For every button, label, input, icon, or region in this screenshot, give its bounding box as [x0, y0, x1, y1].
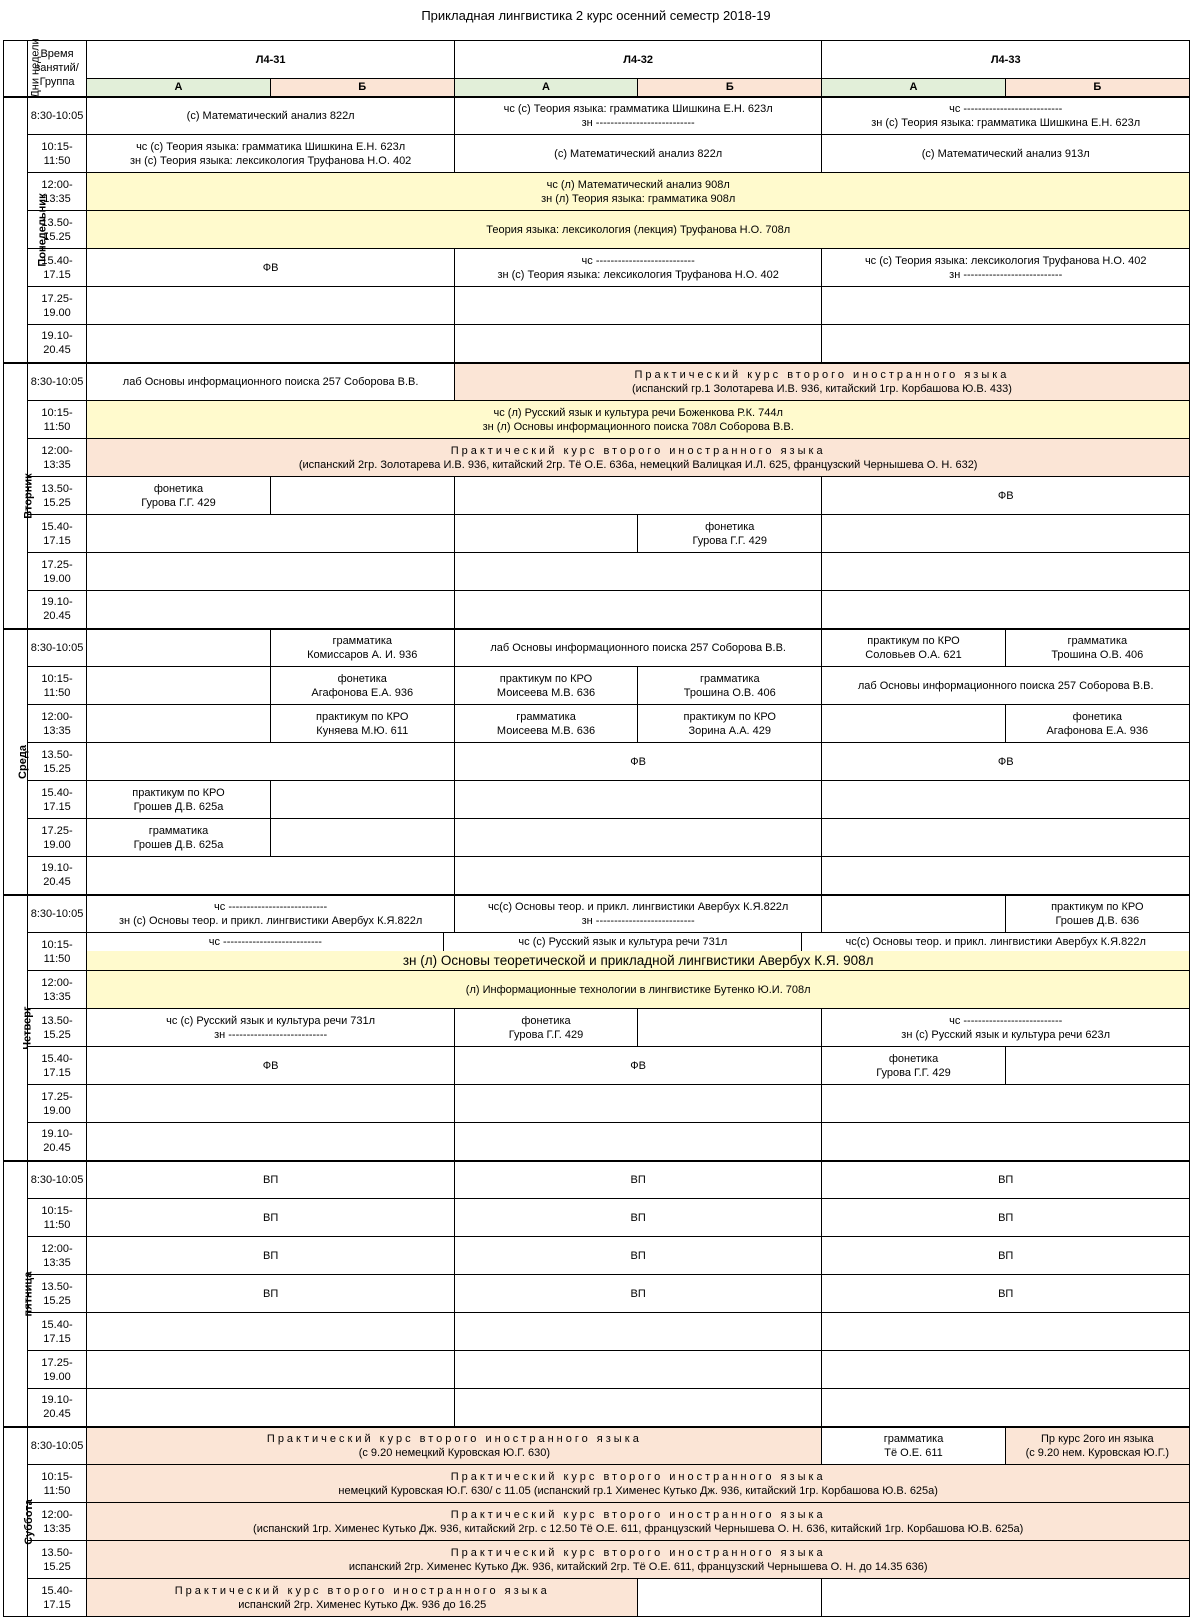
class-cell: ВП — [87, 1199, 455, 1237]
day-label-saturday: Суббота — [4, 1427, 28, 1617]
language-course-cell: Практический курс второго иностранного языка немецкий Куровская Ю.Г. 630/ с 11.05 (испанский гр.1 Хименес Кутько Дж. 936, китайский 1гр. Корбашова Ю.В. 625а) — [87, 1465, 1190, 1503]
class-cell: фонетика Гурова Г.Г. 429 — [822, 1047, 1005, 1085]
schedule-row — [4, 1351, 1190, 1389]
schedule-row — [4, 97, 1190, 135]
schedule-row — [4, 819, 1190, 857]
empty-cell — [87, 515, 455, 553]
empty-cell — [638, 1579, 822, 1617]
schedule-row — [4, 1009, 1190, 1047]
schedule-row — [4, 1161, 1190, 1199]
time-slot: 13.50-15.25 — [27, 211, 87, 249]
time-slot: 8:30-10:05 — [27, 629, 87, 667]
subgroup-row — [4, 79, 1190, 97]
time-slot: 13.50-15.25 — [27, 1541, 87, 1579]
group-header-l4-31: Л4-31 — [87, 41, 455, 79]
class-cell: практикум по КРО Зорина А.А. 429 — [638, 705, 822, 743]
time-slot: 15.40-17.15 — [27, 1579, 87, 1617]
schedule-row — [4, 971, 1190, 1009]
time-slot: 8:30-10:05 — [27, 363, 87, 401]
class-cell: ФВ — [454, 743, 822, 781]
class-cell: ВП — [822, 1275, 1190, 1313]
class-cell: практикум по КРО Соловьев О.А. 621 — [822, 629, 1005, 667]
class-cell: ВП — [822, 1237, 1190, 1275]
schedule-row — [4, 173, 1190, 211]
time-slot: 10:15-11:50 — [27, 401, 87, 439]
lecture-cell: Теория языка: лексикология (лекция) Труфанова Н.О. 708л — [87, 211, 1190, 249]
day-label-thursday: Четверг — [4, 895, 28, 1161]
schedule-row — [4, 1465, 1190, 1503]
schedule-row — [4, 1275, 1190, 1313]
time-slot: 12:00-13:35 — [27, 173, 87, 211]
schedule-row — [4, 1389, 1190, 1427]
language-course-cell: Практический курс второго иностранного языка (испанский гр.1 Золотарева И.В. 936, китайский 1гр. Корбашова Ю.В. 433) — [454, 363, 1189, 401]
class-cell: грамматика Грошев Д.В. 625а — [87, 819, 270, 857]
empty-cell — [822, 781, 1190, 819]
schedule-row — [4, 1199, 1190, 1237]
empty-cell — [822, 553, 1190, 591]
schedule-row — [4, 743, 1190, 781]
schedule-row — [4, 705, 1190, 743]
schedule-row — [4, 857, 1190, 895]
schedule-row — [4, 591, 1190, 629]
class-cell: лаб Основы информационного поиска 257 Соборова В.В. — [454, 629, 822, 667]
empty-cell — [454, 857, 822, 895]
language-course-cell: Практический курс второго иностранного языка (с 9.20 немецкий Куровская Ю.Г. 630) — [87, 1427, 822, 1465]
schedule-row — [4, 629, 1190, 667]
time-slot: 12:00-13:35 — [27, 1503, 87, 1541]
schedule-row — [4, 1085, 1190, 1123]
empty-cell — [270, 819, 454, 857]
schedule-row — [4, 1047, 1190, 1085]
empty-cell — [87, 1313, 455, 1351]
class-cell: ВП — [454, 1199, 822, 1237]
subgroup-a: А — [454, 79, 637, 97]
empty-cell — [454, 325, 822, 363]
schedule-row — [4, 1427, 1190, 1465]
empty-cell — [822, 1389, 1190, 1427]
schedule-row — [4, 401, 1190, 439]
empty-cell — [1005, 1047, 1189, 1085]
group-header-l4-32: Л4-32 — [454, 41, 822, 79]
empty-cell — [87, 629, 270, 667]
empty-cell — [822, 591, 1190, 629]
empty-cell — [822, 1123, 1190, 1161]
class-cell: грамматика Комиссаров А. И. 936 — [270, 629, 454, 667]
class-cell: (с) Математический анализ 822л — [454, 135, 822, 173]
subgroup-a: А — [87, 79, 270, 97]
empty-cell — [822, 1313, 1190, 1351]
empty-cell — [454, 553, 822, 591]
class-cell: ВП — [87, 1161, 455, 1199]
time-slot: 15.40-17.15 — [27, 515, 87, 553]
time-slot: 10:15-11:50 — [27, 933, 87, 971]
empty-cell — [822, 287, 1190, 325]
class-cell: ВП — [822, 1199, 1190, 1237]
class-cell: (с) Математический анализ 822л — [87, 97, 455, 135]
schedule-row — [4, 439, 1190, 477]
class-cell: практикум по КРО Куняева М.Ю. 611 — [270, 705, 454, 743]
empty-cell — [454, 591, 822, 629]
class-cell: чс (с) Русский язык и культура речи 731л — [444, 933, 802, 951]
class-cell: чс (с) Теория языка: грамматика Шишкина Е.Н. 623л зн --------------------------- — [454, 97, 822, 135]
lecture-cell: чс (л) Русский язык и культура речи Боженкова Р.К. 744л зн (л) Основы информационного поиска 708л Соборова В.В. — [87, 401, 1190, 439]
time-slot: 10:15-11:50 — [27, 667, 87, 705]
page-title: Прикладная лингвистика 2 курс осенний семестр 2018-19 — [421, 8, 771, 23]
schedule-row — [4, 1123, 1190, 1161]
empty-cell — [270, 781, 454, 819]
schedule-row — [4, 325, 1190, 363]
class-cell: ФВ — [87, 1047, 455, 1085]
class-cell: практикум по КРО Грошев Д.В. 636 — [1005, 895, 1189, 933]
class-cell: ВП — [454, 1237, 822, 1275]
empty-cell — [822, 705, 1005, 743]
time-slot: 12:00-13:35 — [27, 971, 87, 1009]
empty-cell — [454, 1085, 822, 1123]
class-cell: чс --------------------------- зн (с) Теория языка: лексикология Труфанова Н.О. 402 — [454, 249, 822, 287]
time-slot: 19.10-20.45 — [27, 1389, 87, 1427]
class-cell: ВП — [822, 1161, 1190, 1199]
time-slot: 10:15-11:50 — [27, 1199, 87, 1237]
time-slot: 12:00-13:35 — [27, 705, 87, 743]
time-slot: 8:30-10:05 — [27, 97, 87, 135]
header-row — [4, 41, 1190, 79]
empty-cell — [270, 477, 454, 515]
class-cell: грамматика Тё О.Е. 611 — [822, 1427, 1005, 1465]
time-header: Время занятий/ Группа — [27, 41, 87, 97]
empty-cell — [822, 1085, 1190, 1123]
empty-cell — [822, 325, 1190, 363]
language-course-cell: Практический курс второго иностранного языка (испанский 2гр. Золотарева И.В. 936, китайский 2гр. Тё О.Е. 636а, немецкий Валицкая И.Л. 625, французский Чернышева О. Н. 632) — [87, 439, 1190, 477]
class-cell: фонетика Агафонова Е.А. 936 — [270, 667, 454, 705]
schedule-row — [4, 1313, 1190, 1351]
empty-cell — [87, 553, 455, 591]
time-slot: 12:00-13:35 — [27, 1237, 87, 1275]
split-cell — [87, 933, 1190, 971]
class-cell: ВП — [87, 1237, 455, 1275]
class-cell: фонетика Гурова Г.Г. 429 — [87, 477, 270, 515]
schedule-row — [4, 667, 1190, 705]
class-cell: чс --------------------------- зн (с) Основы теор. и прикл. лингвистики Авербух К.Я.822л — [87, 895, 455, 933]
time-slot: 19.10-20.45 — [27, 857, 87, 895]
day-label-monday: Понедельник — [4, 97, 28, 363]
empty-cell — [87, 857, 455, 895]
class-cell: грамматика Трошина О.В. 406 — [638, 667, 822, 705]
time-slot: 17.25-19.00 — [27, 819, 87, 857]
empty-cell — [822, 895, 1005, 933]
time-slot: 19.10-20.45 — [27, 591, 87, 629]
time-slot: 17.25-19.00 — [27, 553, 87, 591]
subgroup-a: А — [822, 79, 1005, 97]
empty-cell — [87, 1389, 455, 1427]
empty-cell — [454, 1351, 822, 1389]
class-cell: чс(с) Основы теор. и прикл. лингвистики Авербух К.Я.822л зн --------------------------- — [454, 895, 822, 933]
empty-cell — [822, 819, 1190, 857]
time-slot: 17.25-19.00 — [27, 1351, 87, 1389]
empty-cell — [822, 1579, 1190, 1617]
empty-cell — [822, 515, 1190, 553]
schedule-row — [4, 895, 1190, 933]
lecture-cell: чс (л) Математический анализ 908л зн (л) Теория языка: грамматика 908л — [87, 173, 1190, 211]
class-cell: (с) Математический анализ 913л — [822, 135, 1190, 173]
lecture-cell: зн (л) Основы теоретической и прикладной лингвистики Авербух К.Я. 908л — [87, 951, 1189, 970]
schedule-row — [4, 1541, 1190, 1579]
time-slot: 8:30-10:05 — [27, 1427, 87, 1465]
class-cell: ВП — [454, 1275, 822, 1313]
subgroup-b: Б — [638, 79, 822, 97]
empty-cell — [87, 1085, 455, 1123]
schedule-row — [4, 553, 1190, 591]
class-cell: чс (с) Теория языка: лексикология Труфанова Н.О. 402 зн --------------------------- — [822, 249, 1190, 287]
schedule-row — [4, 135, 1190, 173]
class-cell: фонетика Гурова Г.Г. 429 — [638, 515, 822, 553]
class-cell: чс (с) Русский язык и культура речи 731л зн --------------------------- — [87, 1009, 455, 1047]
schedule-row — [4, 781, 1190, 819]
class-cell: чс --------------------------- — [87, 933, 444, 951]
empty-cell — [87, 667, 270, 705]
day-label-tuesday: Вторник — [4, 363, 28, 629]
empty-cell — [87, 705, 270, 743]
time-slot: 13.50-15.25 — [27, 1275, 87, 1313]
time-slot: 12:00-13:35 — [27, 439, 87, 477]
language-course-cell: Практический курс второго иностранного языка испанский 2гр. Хименес Кутько Дж. 936, китайский 2гр. Тё О.Е. 611, французский Чернышева О. Н. до 14.35 636) — [87, 1541, 1190, 1579]
class-cell: практикум по КРО Грошев Д.В. 625а — [87, 781, 270, 819]
time-slot: 15.40-17.15 — [27, 1313, 87, 1351]
empty-cell — [454, 781, 822, 819]
empty-cell — [87, 591, 455, 629]
empty-cell — [454, 1389, 822, 1427]
schedule-row — [4, 933, 1190, 971]
empty-cell — [87, 1123, 455, 1161]
schedule-table — [3, 40, 1190, 1617]
language-course-cell: Пр курс 2ого ин языка (с 9.20 нем. Куровская Ю.Г.) — [1005, 1427, 1189, 1465]
time-slot: 13.50-15.25 — [27, 477, 87, 515]
class-cell: лаб Основы информационного поиска 257 Соборова В.В. — [822, 667, 1190, 705]
day-label-friday: пятница — [4, 1161, 28, 1427]
schedule-row — [4, 1579, 1190, 1617]
class-cell: грамматика Моисеева М.В. 636 — [454, 705, 637, 743]
time-slot: 13.50-15.25 — [27, 1009, 87, 1047]
subgroup-b: Б — [270, 79, 454, 97]
time-slot: 10:15-11:50 — [27, 1465, 87, 1503]
empty-cell — [822, 857, 1190, 895]
empty-cell — [454, 819, 822, 857]
empty-cell — [822, 1351, 1190, 1389]
class-cell: лаб Основы информационного поиска 257 Соборова В.В. — [87, 363, 455, 401]
empty-cell — [454, 1313, 822, 1351]
schedule-row — [4, 1237, 1190, 1275]
empty-cell — [454, 1123, 822, 1161]
subgroup-b: Б — [1005, 79, 1189, 97]
group-header-l4-33: Л4-33 — [822, 41, 1190, 79]
day-label-wednesday: Среда — [4, 629, 28, 895]
time-slot: 19.10-20.45 — [27, 325, 87, 363]
empty-cell — [87, 1351, 455, 1389]
class-cell: ВП — [87, 1275, 455, 1313]
class-cell: ВП — [454, 1161, 822, 1199]
empty-cell — [454, 287, 822, 325]
time-slot: 8:30-10:05 — [27, 895, 87, 933]
schedule-row — [4, 287, 1190, 325]
class-cell: чс --------------------------- зн (с) Теория языка: грамматика Шишкина Е.Н. 623л — [822, 97, 1190, 135]
class-cell: ФВ — [822, 477, 1190, 515]
lecture-cell: (л) Информационные технологии в лингвистике Бутенко Ю.И. 708л — [87, 971, 1190, 1009]
schedule-row — [4, 211, 1190, 249]
class-cell: практикум по КРО Моисеева М.В. 636 — [454, 667, 637, 705]
empty-cell — [87, 287, 455, 325]
class-cell: ФВ — [87, 249, 455, 287]
class-cell: ФВ — [822, 743, 1190, 781]
time-slot: 19.10-20.45 — [27, 1123, 87, 1161]
class-cell: фонетика Агафонова Е.А. 936 — [1005, 705, 1189, 743]
class-cell: чс --------------------------- зн (с) Русский язык и культура речи 623л — [822, 1009, 1190, 1047]
schedule-row — [4, 1503, 1190, 1541]
empty-cell — [454, 477, 822, 515]
schedule-row — [4, 249, 1190, 287]
time-slot: 15.40-17.15 — [27, 1047, 87, 1085]
class-cell: фонетика Гурова Г.Г. 429 — [454, 1009, 637, 1047]
schedule-row — [4, 363, 1190, 401]
class-cell: чс(с) Основы теор. и прикл. лингвистики Авербух К.Я.822л — [845, 936, 1146, 948]
class-cell: грамматика Трошина О.В. 406 — [1005, 629, 1189, 667]
language-course-cell: Практический курс второго иностранного языка (испанский 1гр. Хименес Кутько Дж. 936, китайский 2гр. с 12.50 Тё О.Е. 611, французский Чернышева О. Н. 636, китайский 1гр. Корбашова Ю.В. 625а) — [87, 1503, 1190, 1541]
empty-cell — [87, 325, 455, 363]
time-slot: 17.25-19.00 — [27, 287, 87, 325]
time-slot: 10:15-11:50 — [27, 135, 87, 173]
empty-cell — [638, 1009, 822, 1047]
empty-cell — [454, 515, 637, 553]
class-cell: ФВ — [454, 1047, 822, 1085]
time-slot: 8:30-10:05 — [27, 1161, 87, 1199]
days-header: Дни недели — [4, 41, 28, 97]
schedule-row — [4, 515, 1190, 553]
time-slot: 13.50-15.25 — [27, 743, 87, 781]
class-cell: чс (с) Теория языка: грамматика Шишкина Е.Н. 623л зн (с) Теория языка: лексикология Труфанова Н.О. 402 — [87, 135, 455, 173]
schedule-row — [4, 477, 1190, 515]
time-slot: 15.40-17.15 — [27, 249, 87, 287]
empty-cell — [87, 743, 455, 781]
time-slot: 15.40-17.15 — [27, 781, 87, 819]
language-course-cell: Практический курс второго иностранного языка испанский 2гр. Хименес Кутько Дж. 936 до 16.25 — [87, 1579, 638, 1617]
time-slot: 17.25-19.00 — [27, 1085, 87, 1123]
